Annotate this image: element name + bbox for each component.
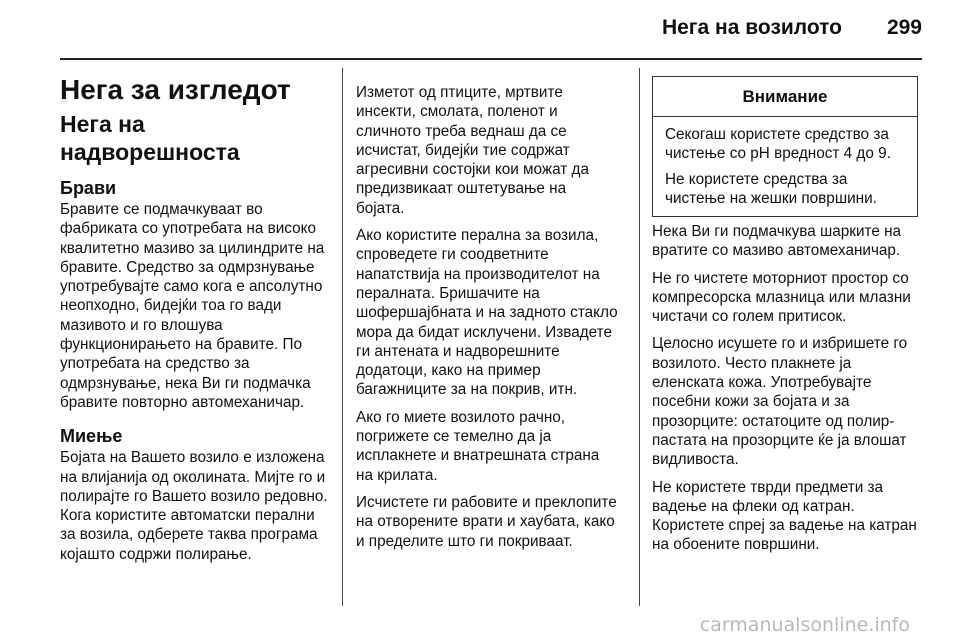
page-header-title: Нега на возилото [661,16,842,39]
section-title: Нега за изгледот [60,74,291,105]
paragraph: Исчистете ги рабовите и преклопите на отворените врати и хаубата, како и пределите што ги покриваат. [356,493,617,550]
paragraph: Нека Ви ги подмачкува шарките на вратите со мазиво автомеханичар. [652,223,902,260]
column-3 [652,222,922,563]
paragraph: Целосно исушете го и избришете го возилото. Често плакнете ја еленската кожа. Употребувајте посебни кожи за бојата и за прозорците: остатоците од полир-пастата на прозорците ќе ја влошат видливоста. [652,335,908,469]
paragraph: Изметот од птиците, мртвите инсекти, смолата, поленот и сличното треба веднаш да се исчистат, бидејќи тие содржат агресивни состојки кои можат да предизвикаат оштетување на бојата. [356,84,589,217]
warning-line: Секогаш користете средство за чистење со pH вредност 4 до 9. [665,126,891,163]
warning-box [652,76,918,217]
column-1 [60,64,330,572]
column-divider-right [639,68,640,606]
paragraph: Не го чистете моторниот простор со компресорска млазница или млазни чистачи со голем притисок. [652,269,911,326]
header-rule [60,58,922,60]
watermark-text: carmanualsonline.info [699,614,910,636]
paragraph: Ако го миете возилото рачно, погрижете се темелно да ја исплакнете и внатрешната страна на крилата. [356,408,600,484]
section-subtitle: Нега на надворешноста [60,111,240,165]
locks-heading: Брави [60,178,117,198]
warning-line: Не користете средства за чистење на жешки површини. [665,170,877,207]
locks-paragraph: Бравите се подмачкуваат во фабриката со употребата на високо квалитетно мазиво за цилиндрите на бравите. Средство за одмрзнување употребувајте само кога е апсолутно неопходно, бидејќи тоа го вади мазивото и го влошува функционирањето на бравите. По употребата на средство за одмрзнување, нека Ви ги подмачка бравите повторно автомеханичар. [60,201,325,411]
column-divider-left [342,68,343,606]
column-2 [356,83,618,559]
washing-heading: Миење [60,426,123,447]
warning-title: Внимание [653,77,917,117]
washing-paragraph: Бојата на Вашето возило е изложена на влијанија од околината. Мијте го и полирајте го Вашето возило редовно. Кога користите автоматски перални за возила, одберете таква програма којашто содржи полирање. [60,449,328,563]
paragraph: Не користете тврди предмети за вадење на флеки од катран. Користете спреј за вадење на катран на обоените површини. [652,478,917,554]
paragraph: Ако користите перална за возила, спроведете ги соодветните напатствија на производителот на пералната. Бришачите на шофершајбната и на задното стакло мора да бидат исклучени. Извадете ги антената и надворешните додатоци, како на пример багажниците за на покрив, итн. [356,227,618,399]
page-number: 299 [886,16,922,39]
